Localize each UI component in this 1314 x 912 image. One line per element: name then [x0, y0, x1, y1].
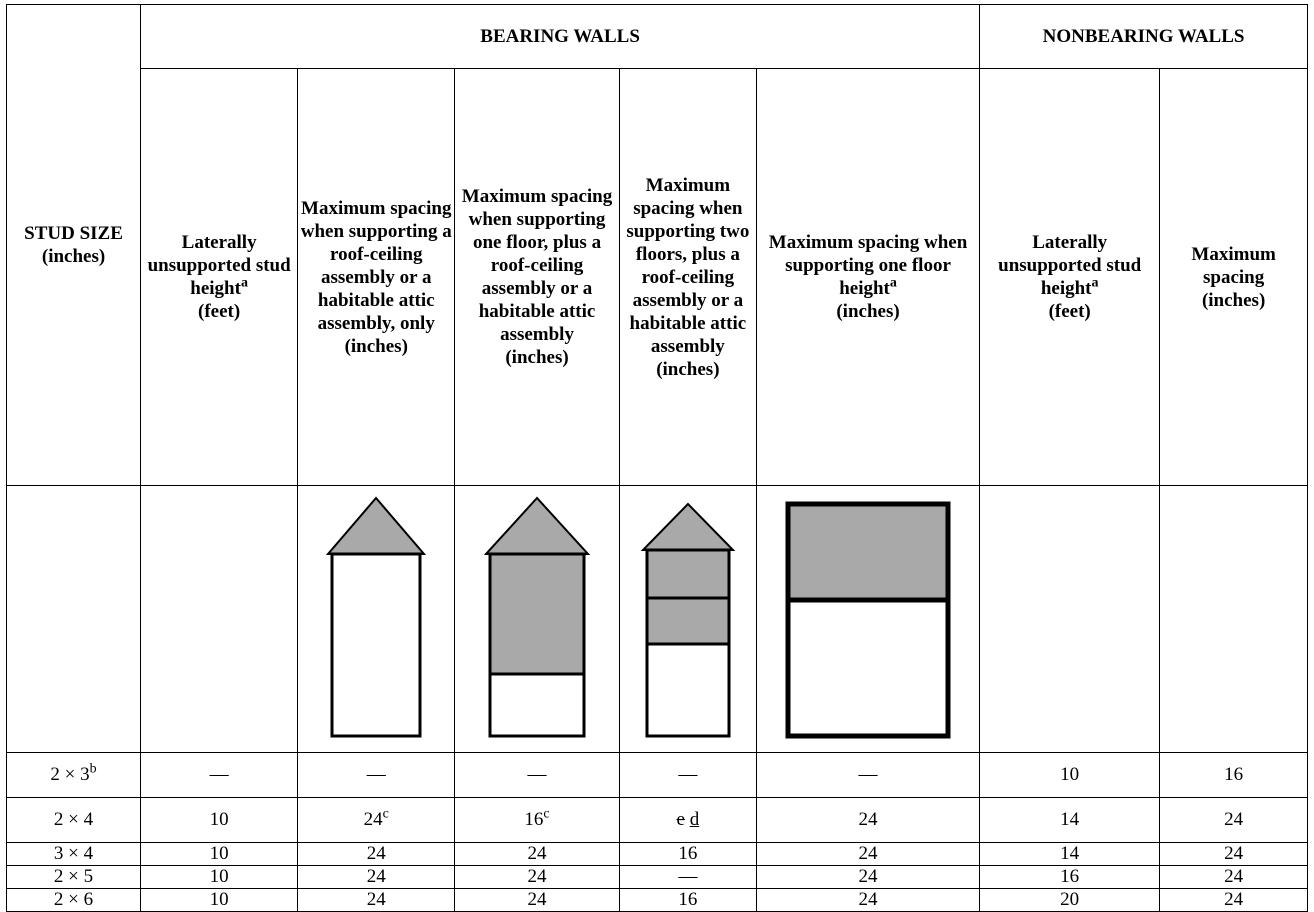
- one-floor-roof-house-icon: [472, 494, 602, 744]
- two-floors-roof-diagram-cell: [619, 486, 756, 753]
- value-cell: 24: [1160, 798, 1308, 843]
- stud-size-header: [7, 5, 141, 486]
- table-row: [7, 843, 1308, 866]
- value-cell: 20: [980, 889, 1160, 912]
- value-cell: 16: [619, 889, 756, 912]
- value-cell: 16$^c$: [455, 798, 619, 843]
- bearing-walls-header: [141, 5, 980, 69]
- value-cell: [619, 798, 756, 843]
- one-floor-roof-diagram-cell: [455, 486, 619, 753]
- value-cell: 24: [756, 866, 979, 889]
- value-cell: 10: [141, 798, 298, 843]
- value-cell: 14: [980, 798, 1160, 843]
- value-cell: 24: [298, 889, 455, 912]
- struck-footnote: e: [676, 809, 685, 830]
- value-cell: 24: [298, 843, 455, 866]
- bearing-walls-label: BEARING WALLS: [480, 25, 640, 47]
- nonbearing-walls-label: NONBEARING WALLS: [1042, 25, 1245, 47]
- roof-only-diagram-cell: [298, 486, 455, 753]
- bearing-col-header: Maximum spacing when supporting a roof-ceiling assembly or a habitable attic assembly, only (inches): [298, 69, 455, 486]
- empty-cell: [1160, 486, 1308, 753]
- table-row: [7, 798, 1308, 843]
- stud-size-cell: 2 × 4: [7, 798, 141, 843]
- table-row: [7, 866, 1308, 889]
- value-cell: 24: [1160, 843, 1308, 866]
- stud-size-cell: $2 \times 3^b$: [7, 753, 141, 798]
- value-cell: 10: [141, 843, 298, 866]
- value-cell: 24: [455, 843, 619, 866]
- table-row: [7, 889, 1308, 912]
- bearing-col-header: Maximum spacing when supporting one floor height$^a$ (inches): [756, 69, 979, 486]
- value-cell: 16: [980, 866, 1160, 889]
- empty-cell: [7, 486, 141, 753]
- nonbearing-col-header: Maximum spacing (inches): [1160, 69, 1308, 486]
- value-cell: 24$^c$: [298, 798, 455, 843]
- value-cell: —: [455, 753, 619, 798]
- bearing-col-header: Laterally unsupported stud height$^a$ (feet): [141, 69, 298, 486]
- value-cell: 16: [1160, 753, 1308, 798]
- one-floor-height-diagram-cell: [756, 486, 979, 753]
- value-cell: 24: [756, 889, 979, 912]
- bearing-col-header: Maximum spacing when supporting one floor, plus a roof-ceiling assembly or a habitable attic assembly (inches): [455, 69, 619, 486]
- stud-size-label: STUD SIZE (inches): [24, 223, 123, 267]
- nonbearing-col-header: Laterally unsupported stud height$^a$ (feet): [980, 69, 1160, 486]
- value-cell: —: [619, 866, 756, 889]
- value-cell: 14: [980, 843, 1160, 866]
- inserted-footnote: d: [689, 809, 700, 830]
- stud-size-cell: 2 × 6: [7, 889, 141, 912]
- value-cell: 24: [756, 798, 979, 843]
- nonbearing-walls-header: [980, 5, 1308, 69]
- stud-size-cell: 2 × 5: [7, 866, 141, 889]
- value-cell: —: [298, 753, 455, 798]
- one-floor-height-icon: [778, 494, 958, 744]
- value-cell: 24: [756, 843, 979, 866]
- value-cell: 16: [619, 843, 756, 866]
- empty-cell: [141, 486, 298, 753]
- stud-size-cell: 3 × 4: [7, 843, 141, 866]
- value-cell: 10: [980, 753, 1160, 798]
- empty-cell: [980, 486, 1160, 753]
- value-cell: —: [756, 753, 979, 798]
- value-cell: 24: [455, 866, 619, 889]
- stud-spacing-table: [6, 4, 1308, 912]
- value-cell: —: [619, 753, 756, 798]
- value-cell: 24: [1160, 889, 1308, 912]
- value-cell: 24: [298, 866, 455, 889]
- roof-only-house-icon: [316, 494, 436, 744]
- bearing-col-header: Maximum spacing when supporting two floors, plus a roof-ceiling assembly or a habitable attic assembly (inches): [619, 69, 756, 486]
- value-cell: —: [141, 753, 298, 798]
- value-cell: 10: [141, 889, 298, 912]
- two-floors-roof-house-icon: [633, 494, 743, 744]
- table-row: [7, 753, 1308, 798]
- value-cell: 10: [141, 866, 298, 889]
- value-cell: 24: [1160, 866, 1308, 889]
- value-cell: 24: [455, 889, 619, 912]
